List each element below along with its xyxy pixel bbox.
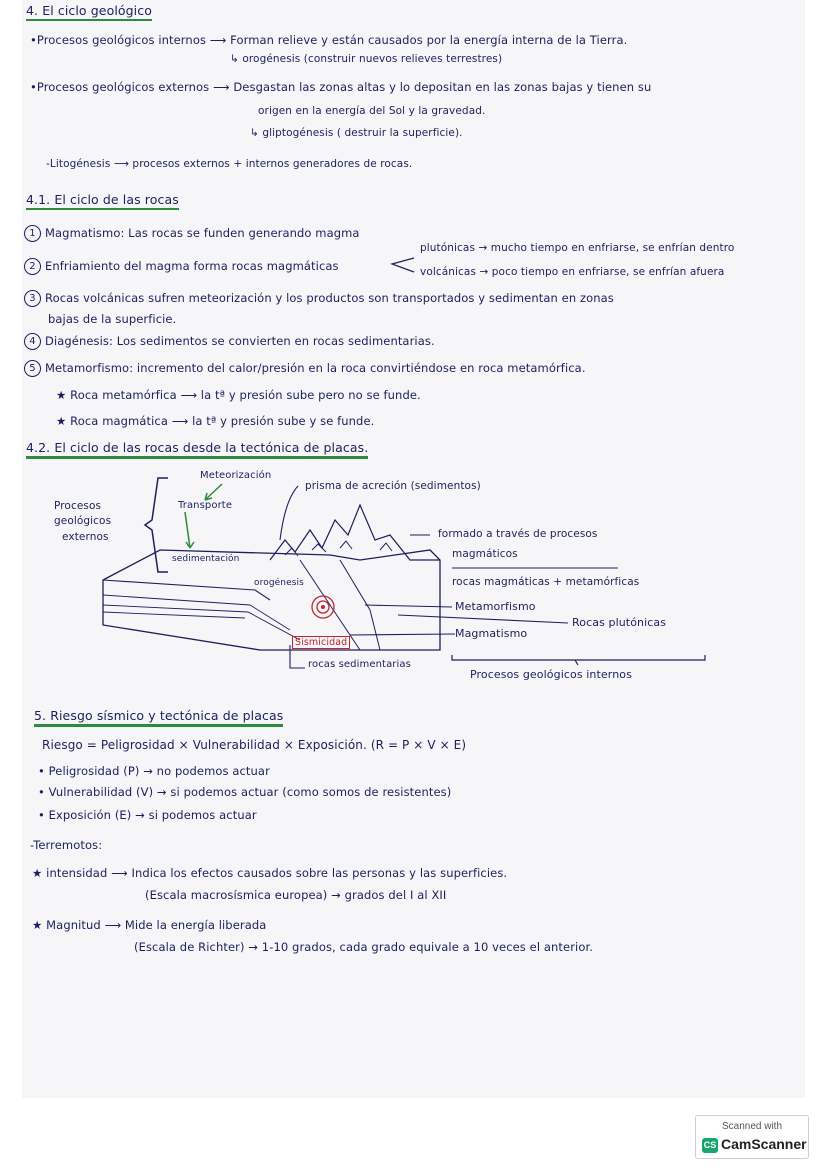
label-transporte: Transporte (178, 500, 233, 511)
camscanner-stamp (695, 1115, 809, 1159)
escala-richter: (Escala de Richter) → 1-10 grados, cada grado equivale a 10 veces el anterior. (134, 940, 593, 954)
label-sismicidad: Sismicidad (292, 636, 350, 649)
exposicion: • Exposición (E) → si podemos actuar (38, 808, 257, 822)
terremotos: -Terremotos: (30, 838, 103, 852)
magnitud: ★ Magnitud ⟶ Mide la energía liberada (32, 918, 267, 932)
label-geologicos: geológicos (54, 515, 112, 527)
stamp-brand (702, 1136, 807, 1153)
label-prisma: prisma de acreción (sedimentos) (305, 480, 481, 492)
item-number: 3 (24, 290, 41, 307)
label-externos: externos (62, 531, 109, 543)
section-4-2-heading: 4.2. El ciclo de las rocas desde la tectónica de placas. (26, 440, 368, 459)
item-text: Rocas volcánicas sufren meteorización y los productos son transportados y sedimentan en zonas (45, 291, 614, 305)
item-3-cont: bajas de la superficie. (48, 312, 177, 326)
procesos-externos: •Procesos geológicos externos ⟶ Desgastan las zonas altas y lo depositan en las zonas bajas y tienen su (30, 80, 652, 94)
peligrosidad: • Peligrosidad (P) → no podemos actuar (38, 764, 270, 778)
label-formado: formado a través de procesos (438, 528, 598, 540)
section-4-1-heading: 4.1. El ciclo de las rocas (26, 192, 179, 210)
item-number: 5 (24, 360, 41, 377)
star-roca-magmatica: ★ Roca magmática ⟶ la tª y presión sube y se funde. (56, 414, 375, 428)
label-meteorizacion: Meteorización (200, 470, 272, 481)
item-text: Enfriamiento del magma forma rocas magmáticas (45, 259, 339, 273)
procesos-externos-cont: origen en la energía del Sol y la gravedad. (258, 105, 486, 117)
item-number: 2 (24, 258, 41, 275)
item-text: Magmatismo: Las rocas se funden generando magma (45, 226, 360, 240)
label-orogenesis: orogénesis (254, 578, 304, 588)
intensidad: ★ intensidad ⟶ Indica los efectos causados sobre las personas y las superficies. (32, 866, 508, 880)
label-sedimentarias: rocas sedimentarias (308, 659, 411, 670)
item-text: Diagénesis: Los sedimentos se convierten en rocas sedimentarias. (45, 334, 435, 348)
label-metamorfismo: Metamorfismo (455, 600, 536, 613)
stamp-line-1: Scanned with (721, 1121, 783, 1132)
gliptogenesis-note: ↳ gliptogénesis ( destruir la superficie). (250, 127, 463, 139)
plutonicas-branch: plutónicas → mucho tiempo en enfriarse, se enfrían dentro (420, 242, 735, 254)
label-plutonicas: Rocas plutónicas (572, 616, 667, 629)
orogenesis-note: ↳ orogénesis (construir nuevos relieves terrestres) (230, 53, 503, 65)
camscanner-logo-icon: CS (702, 1138, 718, 1153)
item-text: Metamorfismo: incremento del calor/presión en la roca convirtiéndose en roca metamórfica. (45, 361, 586, 375)
item-number: 1 (24, 225, 41, 242)
procesos-internos: •Procesos geológicos internos ⟶ Forman relieve y están causados por la energía interna de la Tierra. (30, 33, 628, 47)
item-number: 4 (24, 333, 41, 350)
label-magmatismo: Magmatismo (455, 627, 528, 640)
label-rocas-mm: rocas magmáticas + metamórficas (452, 576, 640, 588)
label-procesos-internos: Procesos geológicos internos (470, 668, 632, 681)
escala-macrosismica: (Escala macrosísmica europea) → grados del I al XII (145, 888, 447, 902)
label-procesos: Procesos (54, 500, 102, 512)
label-sedimentacion: sedimentación (172, 554, 240, 564)
volcanicas-branch: volcánicas → poco tiempo en enfriarse, se enfrían afuera (420, 266, 725, 278)
litogenesis: -Litogénesis ⟶ procesos externos + internos generadores de rocas. (46, 158, 413, 170)
section-4-heading: 4. El ciclo geológico (26, 3, 152, 21)
section-5-heading: 5. Riesgo sísmico y tectónica de placas (34, 708, 283, 727)
label-magmaticos: magmáticos (452, 548, 518, 560)
riesgo-formula: Riesgo = Peligrosidad × Vulnerabilidad × Exposición. (R = P × V × E) (42, 738, 467, 752)
stamp-brand-name: CamScanner (721, 1136, 807, 1152)
vulnerabilidad: • Vulnerabilidad (V) → si podemos actuar (como somos de resistentes) (38, 785, 452, 799)
star-roca-metamorfica: ★ Roca metamórfica ⟶ la tª y presión sube pero no se funde. (56, 388, 421, 402)
